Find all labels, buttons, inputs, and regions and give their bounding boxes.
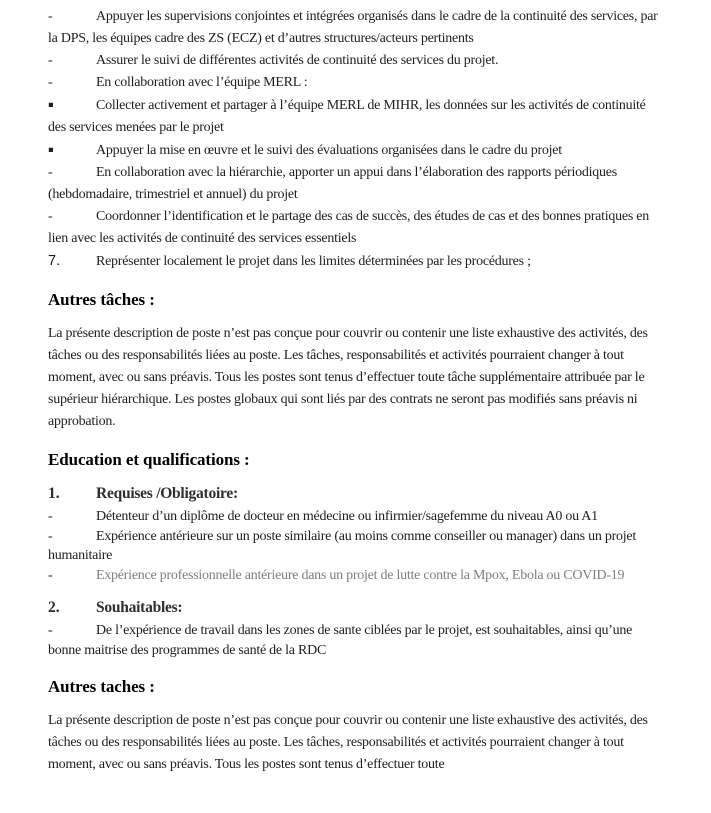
- list-item: [48, 527, 663, 566]
- bullet-marker: 7.: [48, 253, 61, 269]
- bullet-marker: -: [48, 75, 53, 90]
- bullet-marker: -: [48, 623, 53, 638]
- list-item-text: Appuyer la mise en œuvre et le suivi des évaluations organisées dans le cadre du projet: [96, 143, 562, 158]
- section-heading: Education et qualifications :: [48, 450, 250, 469]
- list-item: [48, 162, 663, 206]
- bullet-marker: -: [48, 567, 53, 583]
- bullet-list: [48, 6, 663, 273]
- subsection-number: 1.: [48, 485, 60, 502]
- list-item: [48, 206, 663, 250]
- list-item-text: De l’expérience de travail dans les zones de sante ciblées par le projet, est souhaitables, ainsi qu’une bonne maitrise des programmes de santé de la RDC: [48, 623, 633, 658]
- subsection-heading: [48, 597, 663, 618]
- bullet-marker: -: [48, 509, 53, 524]
- list-item-text: Détenteur d’un diplôme de docteur en médecine ou infirmier/sagefemme du niveau A0 ou A1: [96, 509, 598, 524]
- list-item-text: Expérience antérieure sur un poste similaire (au moins comme conseiller ou manager) dans un projet humanitaire: [48, 528, 636, 563]
- subsection-number: 2.: [48, 599, 60, 616]
- list-item-text: Appuyer les supervisions conjointes et intégrées organisés dans le cadre de la continuité des services, par la DPS, les équipes cadre des ZS (ECZ) et d’autres structures/acteurs pertinents: [48, 9, 658, 46]
- square-bullet-marker: ▪: [48, 145, 54, 155]
- list-item-text: Assurer le suivi de différentes activités de continuité des services du projet.: [96, 53, 499, 68]
- list-item-text: Collecter activement et partager à l’équipe MERL de MIHR, les données sur les activités de continuité des services menées par le projet: [48, 98, 646, 135]
- paragraph: La présente description de poste n’est pas conçue pour couvrir ou contenir une liste exhaustive des activités, des tâches ou des responsabilités liées au poste. Les tâches, responsabilités et activités pourraient changer à tout moment, avec ou sans préavis. Tous les postes sont tenus d’effectuer toute tâche supplémentaire attribuée par le supérieur hiérarchique. Les postes globaux qui sont liés par des contrats ne seront pas modifiés sans préavis ni approbation.: [48, 326, 648, 429]
- bullet-marker: -: [48, 9, 53, 24]
- list-item: [48, 72, 663, 94]
- paragraph: La présente description de poste n’est pas conçue pour couvrir ou contenir une liste exhaustive des activités, des tâches ou des responsabilités liées au poste. Les tâches, responsabilités et activités pourraient changer à tout moment, avec ou sans préavis. Tous les postes sont tenus d’effectuer toute: [48, 713, 648, 772]
- list-item: [48, 566, 663, 586]
- subsection-title: Souhaitables:: [96, 599, 183, 616]
- section-heading: Autres taches :: [48, 677, 155, 696]
- subsection-heading: [48, 483, 663, 504]
- bullet-marker: -: [48, 209, 53, 224]
- list-item: [48, 50, 663, 72]
- bullet-list: [48, 621, 663, 660]
- list-item: [48, 507, 663, 527]
- bullet-list: [48, 507, 663, 585]
- list-item: [48, 621, 663, 660]
- list-item: [48, 139, 663, 162]
- list-item-text: En collaboration avec la hiérarchie, apporter un appui dans l’élaboration des rapports périodiques (hebdomadaire, trimestriel et annuel) du projet: [48, 165, 617, 202]
- bullet-marker: -: [48, 53, 53, 68]
- subsection-title: Requises /Obligatoire:: [96, 485, 238, 502]
- list-item: [48, 94, 663, 139]
- square-bullet-marker: ▪: [48, 100, 54, 110]
- bullet-marker: -: [48, 528, 53, 544]
- list-item-text: Coordonner l’identification et le partage des cas de succès, des études de cas et des bonnes pratiques en lien avec les activités de continuité des services essentiels: [48, 209, 649, 246]
- list-item-text: En collaboration avec l’équipe MERL :: [96, 75, 308, 90]
- bullet-marker: -: [48, 165, 53, 180]
- list-item-text: Représenter localement le projet dans les limites déterminées par les procédures ;: [96, 254, 531, 269]
- list-item: [48, 6, 663, 50]
- list-item: [48, 250, 663, 273]
- section-heading: Autres tâches :: [48, 290, 155, 309]
- list-item-text: Expérience professionnelle antérieure dans un projet de lutte contre la Mpox, Ebola ou COVID-19: [96, 567, 625, 583]
